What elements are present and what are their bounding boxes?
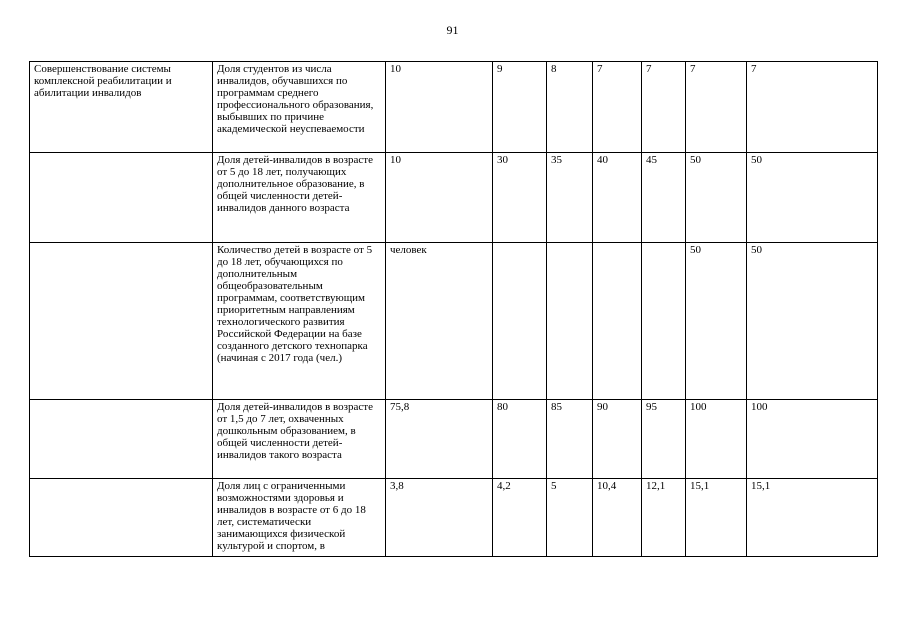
value-cell	[642, 243, 686, 400]
value-cell: 7	[593, 62, 642, 153]
value-cell: 50	[686, 153, 747, 243]
section-cell	[30, 243, 213, 400]
indicator-cell: Доля лиц с ограниченными возможностями здоровья и инвалидов в возрасте от 6 до 18 лет, систематически занимающихся физической культурой и спортом, в	[213, 479, 386, 557]
value-cell: 15,1	[686, 479, 747, 557]
value-cell: 5	[547, 479, 593, 557]
value-cell	[593, 243, 642, 400]
value-cell: 10	[386, 153, 493, 243]
value-cell: 45	[642, 153, 686, 243]
indicator-cell: Доля детей-инвалидов в возрасте от 1,5 до 7 лет, охваченных дошкольным образованием, в общей численности детей-инвалидов такого возраста	[213, 400, 386, 479]
value-cell: 40	[593, 153, 642, 243]
value-cell: 7	[686, 62, 747, 153]
value-cell: 100	[747, 400, 878, 479]
value-cell: 12,1	[642, 479, 686, 557]
value-cell: 7	[642, 62, 686, 153]
value-cell	[493, 243, 547, 400]
section-cell	[30, 400, 213, 479]
value-cell: 75,8	[386, 400, 493, 479]
value-cell: 100	[686, 400, 747, 479]
value-cell: 10	[386, 62, 493, 153]
value-cell: 8	[547, 62, 593, 153]
page-number: 91	[446, 23, 459, 37]
value-cell: 30	[493, 153, 547, 243]
section-cell	[30, 479, 213, 557]
value-cell: 95	[642, 400, 686, 479]
value-cell: 4,2	[493, 479, 547, 557]
value-cell: человек	[386, 243, 493, 400]
value-cell	[547, 243, 593, 400]
value-cell: 50	[747, 153, 878, 243]
table-row	[30, 400, 878, 479]
value-cell: 9	[493, 62, 547, 153]
value-cell: 80	[493, 400, 547, 479]
indicator-cell: Количество детей в возрасте от 5 до 18 лет, обучающихся по дополнительным общеобразовательным программам, соответствующим приоритетным направлениям технологического развития Российской Федерации на базе созданного детского технопарка (начиная с 2017 года (чел.)	[213, 243, 386, 400]
table-row	[30, 479, 878, 557]
value-cell: 3,8	[386, 479, 493, 557]
value-cell: 90	[593, 400, 642, 479]
indicator-cell: Доля студентов из числа инвалидов, обучавшихся по программам среднего профессионального образования, выбывших по причине академической неуспеваемости	[213, 62, 386, 153]
value-cell: 10,4	[593, 479, 642, 557]
indicators-table	[29, 61, 878, 557]
indicator-cell: Доля детей-инвалидов в возрасте от 5 до 18 лет, получающих дополнительное образование, в общей численности детей-инвалидов данного возраста	[213, 153, 386, 243]
value-cell: 50	[686, 243, 747, 400]
value-cell: 15,1	[747, 479, 878, 557]
value-cell: 7	[747, 62, 878, 153]
section-cell	[30, 153, 213, 243]
section-cell: Совершенствование системы комплексной реабилитации и абилитации инвалидов	[30, 62, 213, 153]
value-cell: 50	[747, 243, 878, 400]
value-cell: 35	[547, 153, 593, 243]
table-row	[30, 153, 878, 243]
value-cell: 85	[547, 400, 593, 479]
table-row	[30, 243, 878, 400]
table-row	[30, 62, 878, 153]
